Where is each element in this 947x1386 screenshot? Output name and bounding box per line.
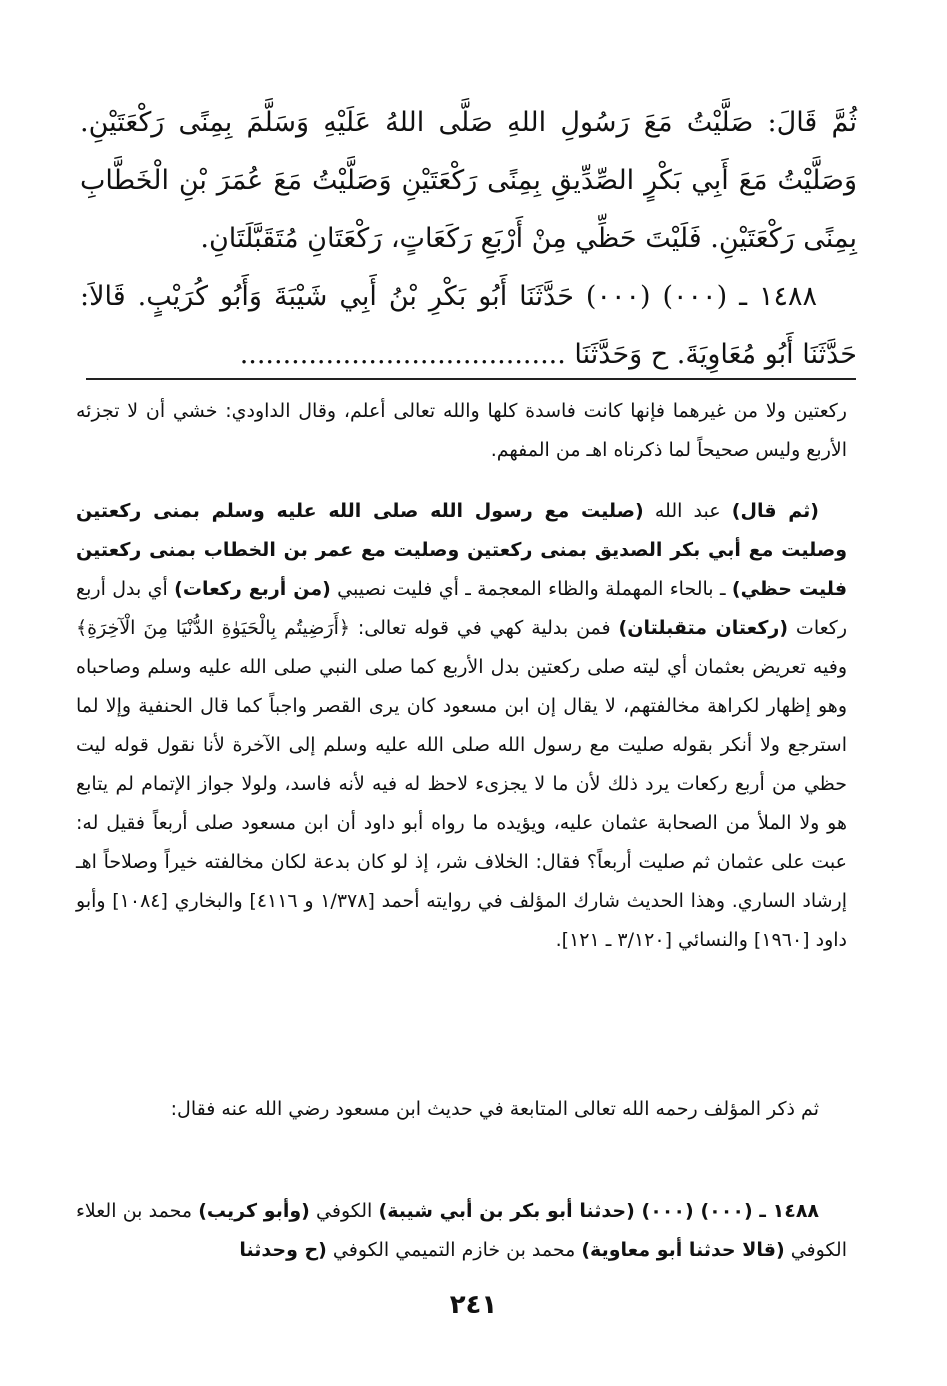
hadith-paragraph: ثُمَّ قَالَ: صَلَّيْتُ مَعَ رَسُولِ اللهِ صَلَّى اللهُ عَلَيْهِ وَسَلَّمَ بِمِنًى رَكْعَتَيْنِ. وَصَلَّيْتُ مَعَ أَبِي بَكْرٍ الصِّدِّيقِ بِمِنًى رَكْعَتَيْنِ وَصَلَّيْتُ مَعَ عُمَرَ بْنِ الْخَطَّابِ بِمِنًى رَكْعَتَيْنِ. فَلَيْتَ حَظِّي مِنْ أَرْبَعِ رَكَعَاتٍ، رَكْعَتَانِ مُتَقَبَّلَتَانِ. [80,107,857,254]
commentary-paragraph: ركعتين ولا من غيرهما فإنها كانت فاسدة كلها والله تعالى أعلم، وقال الداودي: خشي أن لا تجزئه الأربع وليس صحيحاً لما ذكرناه اهـ من المفهم. [76,400,847,461]
explanation-text: الكوفي [309,1200,379,1222]
page-number: ٢٤١ [449,1290,498,1320]
hadith-text [80,94,857,384]
footnote-divider [86,378,856,380]
quoted-text: (ح وحدثنا [239,1239,327,1261]
commentary-transition [76,1090,847,1129]
explanation-text: فمن بدلية كهي في قوله تعالى: ﴿أَرَضِيتُم بِالْحَيَوٰةِ الدُّنْيَا مِنَ الْآخِرَةِ﴾ وفيه تعريض بعثمان أي ليته صلى ركعتين بدل الأربع كما صلى النبي صلى الله عليه وسلم وصاحباه وهو إظهار لكراهة مخالفتهم، لا يقال إن ابن مسعود كان يرى القصر واجباً كما قال الحنفية وإلا لما استرجع ولا أنكر بقوله صليت مع رسول الله صلى الله عليه وسلم إلى الآخرة لأنا نقول قوله ليت حظي من أربع ركعات يرد ذلك لأن ما لا يجزىء لاحظ له فيه لأنه فاسد، ولولا جواز الإتمام لم يتابع هو ولا الملأ من الصحابة عثمان عليه، ويؤيده ما رواه أبو داود أن ابن مسعود صلى أربعاً فقيل له: عبت على عثمان ثم صليت أربعاً؟ فقال: الخلاف شر، إذ لو كان بدعة لكان مخالفته خيراً وصلاحاً اهـ إرشاد الساري. وهذا الحديث شارك المؤلف في روايته أحمد [١/٣٧٨ و ٤١١٦] والبخاري [١٠٨٤] وأبو داود [١٩٦٠] والنسائي [٣/١٢٠ ـ ١٢١]. [76,617,847,951]
quoted-text: (قالا حدثنا أبو معاوية) [581,1239,785,1261]
explanation-text: أي بدل أربع ركعات [76,578,847,639]
commentary-paragraph: ثم ذكر المؤلف رحمه الله تعالى المتابعة في حديث ابن مسعود رضي الله عنه فقال: [170,1098,819,1120]
explanation-text: ـ بالحاء المهملة والظاء المعجمة ـ أي فليت نصيبي [330,578,732,600]
quoted-text: (وأبو كريب) [198,1200,310,1222]
quoted-text: (صليت مع رسول الله صلى الله عليه وسلم بمنى ركعتين وصليت مع أبي بكر الصديق بمنى ركعتين وصليت مع عمر بن الخطاب بمنى ركعتين فليت حظي) [76,500,848,600]
explanation-text: محمد بن العلاء الكوفي [76,1200,847,1261]
commentary-paragraph [76,1192,847,1270]
commentary-paragraph [76,492,847,960]
commentary-explanation [76,492,847,960]
commentary-continuation [76,392,847,470]
quoted-text: (من أربع ركعات) [174,578,331,600]
quoted-text: (ثم قال) [731,500,819,522]
commentary-chain [76,1192,847,1270]
explanation-text: عبد الله [643,500,732,522]
explanation-text: محمد بن خازم التميمي الكوفي [326,1239,582,1261]
quoted-text: ١٤٨٨ ـ (٠٠٠) (٠٠٠) (حدثنا أبو بكر بن أبي شيبة) [378,1200,820,1222]
quoted-text: (ركعتان متقبلتان) [618,617,789,639]
hadith-chain-paragraph: ١٤٨٨ ـ (٠٠٠) (٠٠٠) حَدَّثَنَا أَبُو بَكْرِ بْنُ أَبِي شَيْبَةَ وَأَبُو كُرَيْبٍ. قَالاَ: حَدَّثَنَا أَبُو مُعَاوِيَةَ. ح وَحَدَّثَنَا ...................................... [80,281,857,370]
